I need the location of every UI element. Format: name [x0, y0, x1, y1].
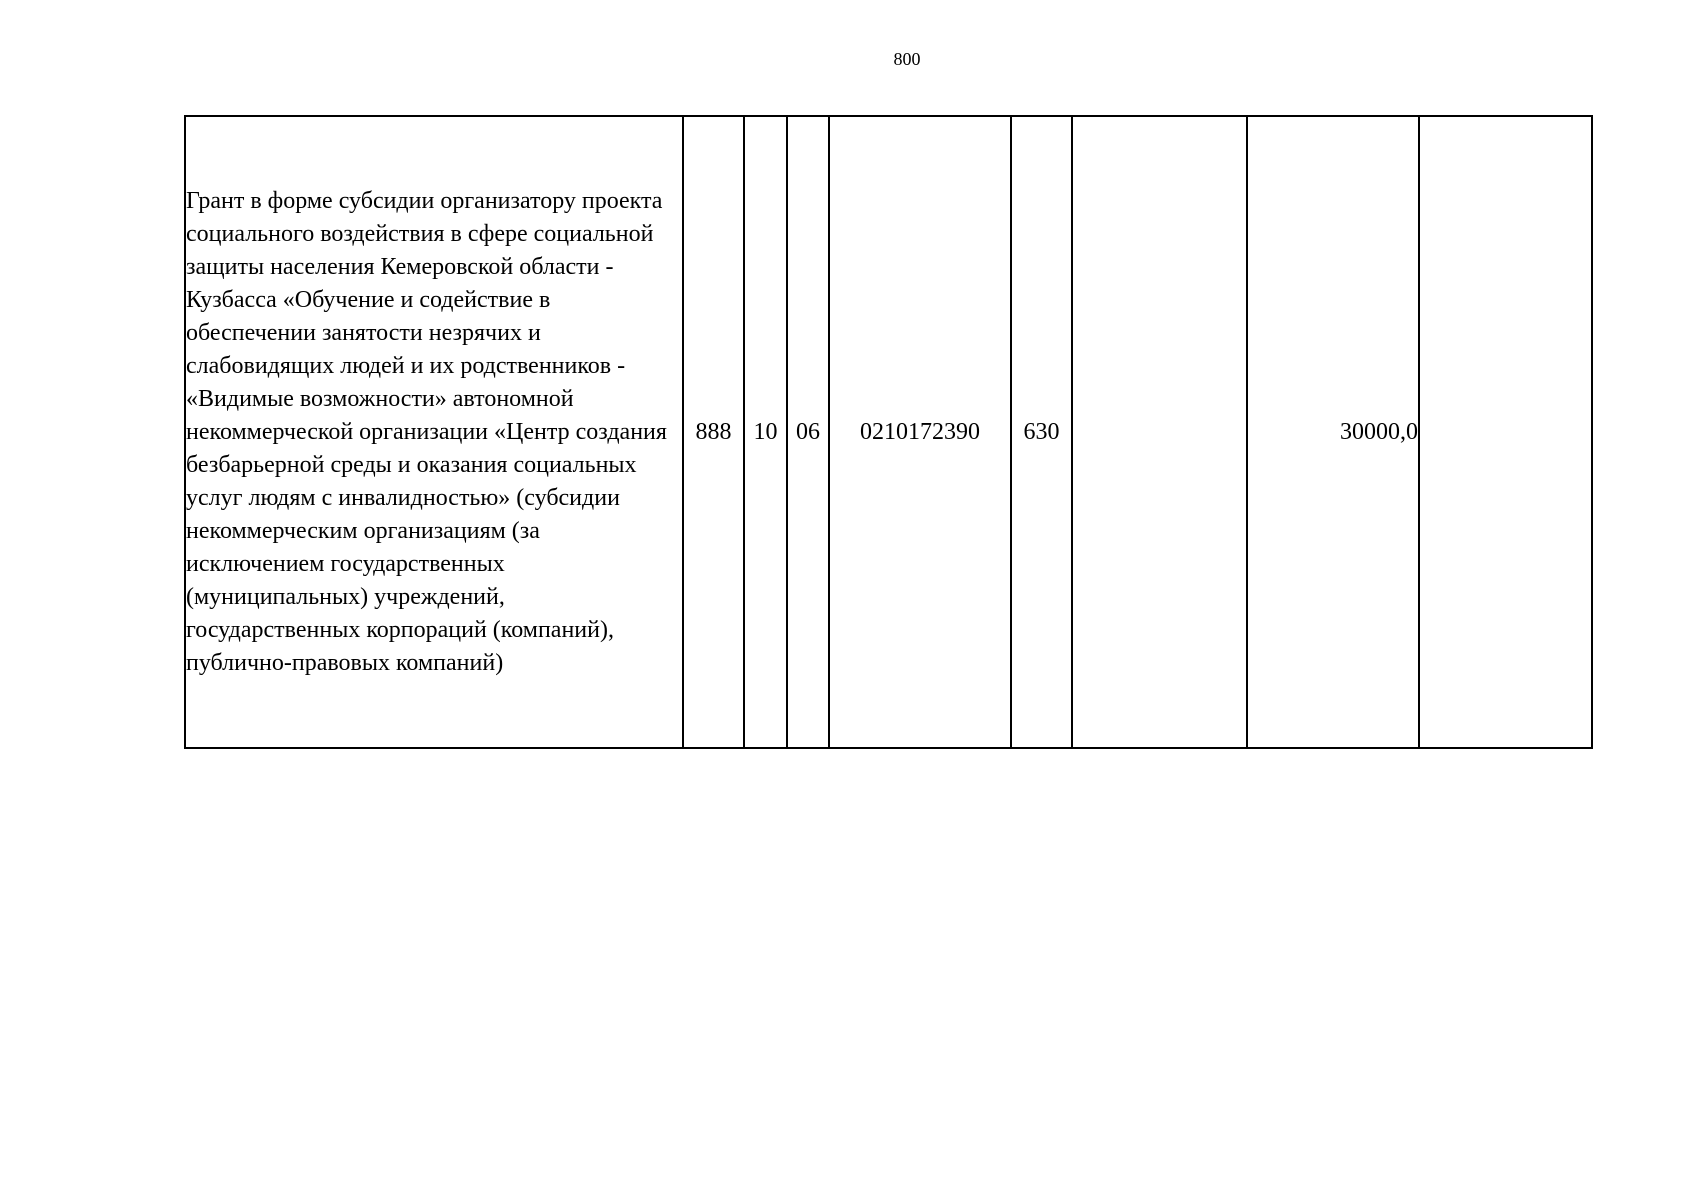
amount-cell-1: [1072, 116, 1247, 748]
budget-table: [184, 115, 1593, 749]
target-article-cell: 0210172390: [829, 116, 1011, 748]
amount-cell-3: [1419, 116, 1592, 748]
page-number: 800: [893, 49, 921, 69]
expense-name-cell: Грант в форме субсидии организатору проекта социального воздействия в сфере социальной защиты населения Кемеровской области - Кузбасса «Обучение и содействие в обеспечении занятости незрячих и слабовидящих людей и их родственников - «Видимые возможности» автономной некоммерческой организации «Центр создания безбарьерной среды и оказания социальных услуг людям с инвалидностью» (субсидии некоммерческим организациям (за исключением государственных (муниципальных) учреждений, государственных корпораций (компаний), публично-правовых компаний): [185, 116, 683, 748]
amount-cell-2: 30000,0: [1247, 116, 1419, 748]
subsection-cell: 06: [787, 116, 829, 748]
ministry-code-cell: 888: [683, 116, 744, 748]
section-cell: 10: [744, 116, 787, 748]
expense-type-cell: 630: [1011, 116, 1072, 748]
table-row: [185, 116, 1592, 748]
